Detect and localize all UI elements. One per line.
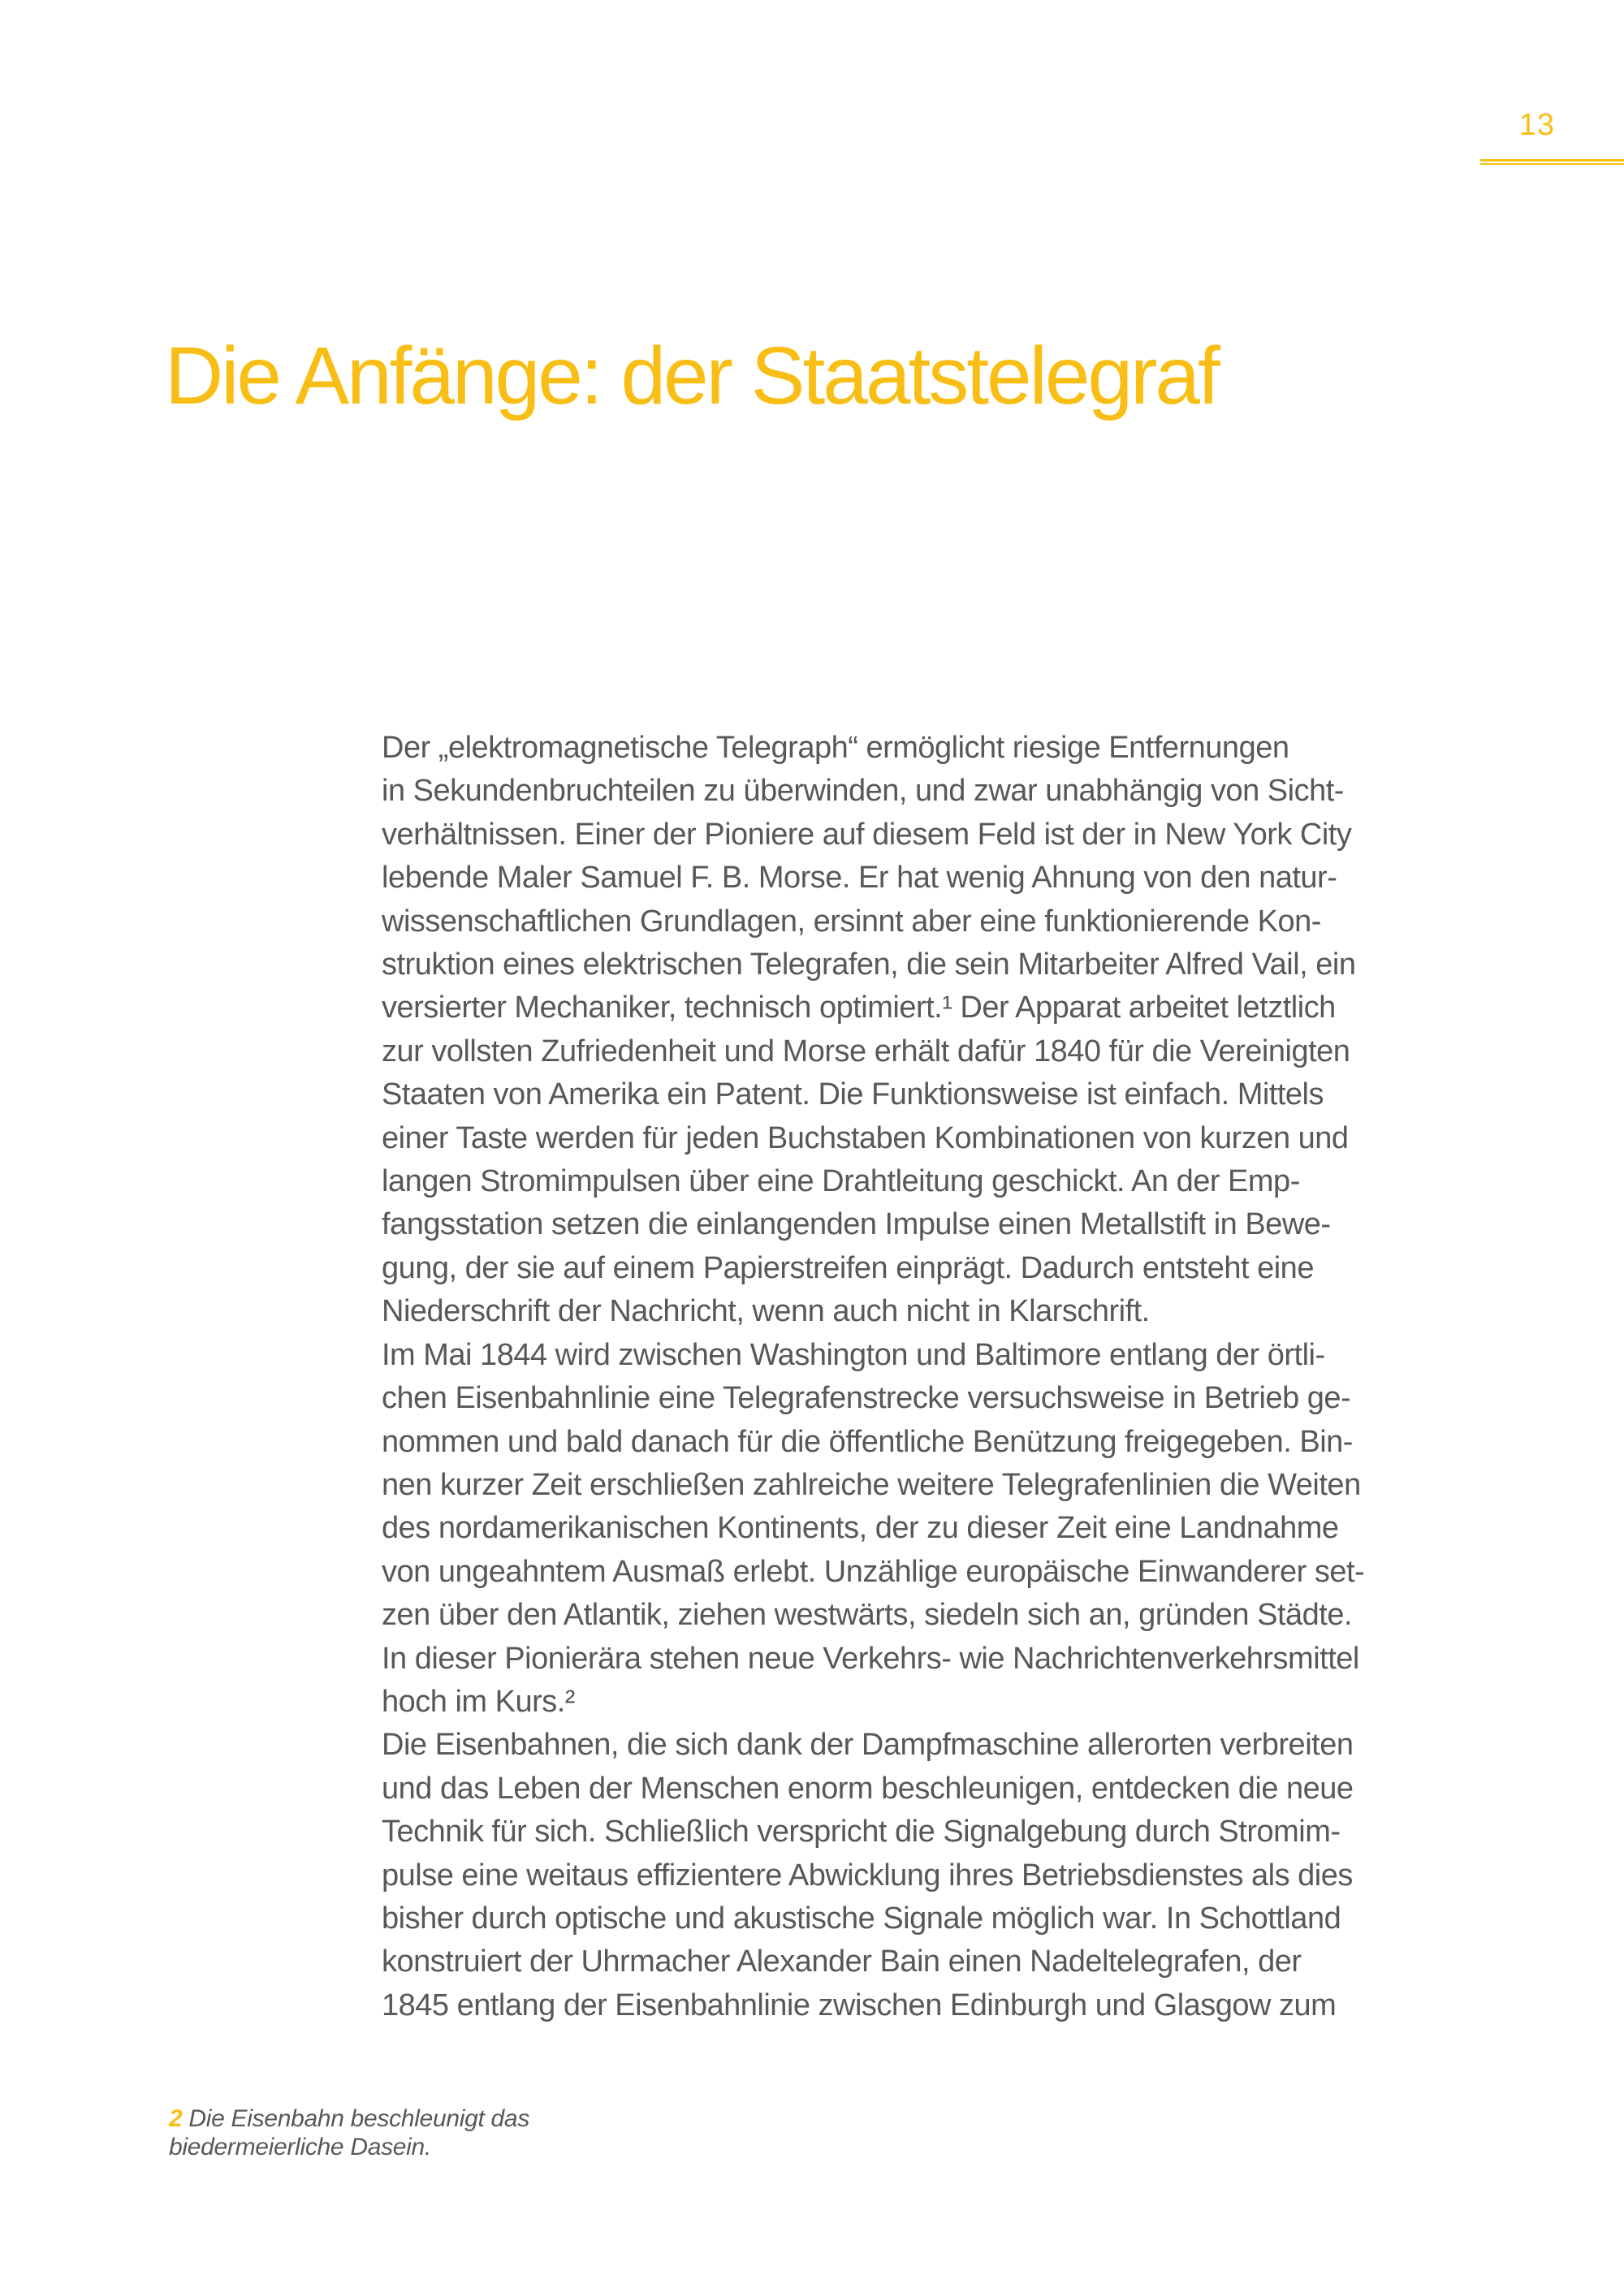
body-line: zur vollsten Zufriedenheit und Morse erhält dafür 1840 für die Vereinigten [382, 1034, 1350, 1068]
page-corner-rule [1480, 159, 1624, 165]
body-line: langen Stromimpulsen über eine Drahtleitung geschickt. An der Emp- [382, 1164, 1300, 1199]
body-line: wissenschaftlichen Grundlagen, ersinnt aber eine funktionierende Kon- [382, 904, 1321, 939]
body-line: versierter Mechaniker, technisch optimiert.¹ Der Apparat arbeitet letztlich [382, 991, 1336, 1025]
body-line: Im Mai 1844 wird zwischen Washington und Baltimore entlang der örtli- [382, 1337, 1325, 1372]
body-line: nen kurzer Zeit erschließen zahlreiche weitere Telegrafenlinien die Weiten [382, 1467, 1361, 1502]
body-text-column [382, 727, 1462, 2027]
body-line: bisher durch optische und akustische Signale möglich war. In Schottland [382, 1901, 1341, 1936]
body-line: Die Eisenbahnen, die sich dank der Dampfmaschine allerorten verbreiten [382, 1728, 1354, 1763]
body-line: zen über den Atlantik, ziehen westwärts, siedeln sich an, gründen Städte. [382, 1598, 1353, 1633]
body-line: hoch im Kurs.² [382, 1684, 575, 1719]
body-line: Staaten von Amerika ein Patent. Die Funktionsweise ist einfach. Mittels [382, 1077, 1324, 1112]
body-line: pulse eine weitaus effizientere Abwicklung ihres Betriebsdienstes als dies [382, 1858, 1353, 1893]
body-line: fangsstation setzen die einlangenden Impulse einen Metallstift in Bewe- [382, 1207, 1331, 1242]
body-line: von ungeahntem Ausmaß erlebt. Unzählige europäische Einwanderer set- [382, 1554, 1365, 1589]
body-line: in Sekundenbruchteilen zu überwinden, und zwar unabhängig von Sicht- [382, 774, 1344, 809]
body-line: 1845 entlang der Eisenbahnlinie zwischen Edinburgh und Glasgow zum [382, 1988, 1337, 2022]
body-line: Der „elektromagnetische Telegraph“ ermöglicht riesige Entfernungen [382, 731, 1289, 765]
body-line: gung, der sie auf einem Papierstreifen einprägt. Dadurch entsteht eine [382, 1250, 1314, 1285]
body-line: einer Taste werden für jeden Buchstaben Kombinationen von kurzen und [382, 1120, 1349, 1155]
body-line: nommen und bald danach für die öffentliche Benützung freigegeben. Bin- [382, 1424, 1353, 1459]
body-line: lebende Maler Samuel F. B. Morse. Er hat wenig Ahnung von den natur- [382, 861, 1337, 896]
footnote-number: 2 [169, 2105, 183, 2132]
body-line: verhältnissen. Einer der Pioniere auf diesem Feld ist der in New York City [382, 817, 1352, 852]
footnote-line-2: biedermeierliche Dasein. [169, 2134, 431, 2160]
body-line: Niederschrift der Nachricht, wenn auch nicht in Klarschrift. [382, 1294, 1150, 1329]
body-line: und das Leben der Menschen enorm beschleunigen, entdecken die neue [382, 1771, 1354, 1806]
body-line: struktion eines elektrischen Telegrafen, die sein Mitarbeiter Alfred Vail, ein [382, 947, 1356, 982]
chapter-title: Die Anfänge: der Staatstelegraf [165, 330, 1218, 421]
image-caption-footnote [169, 2104, 529, 2161]
footnote-line-1: Die Eisenbahn beschleunigt das [188, 2105, 530, 2132]
body-line: des nordamerikanischen Kontinents, der zu dieser Zeit eine Landnahme [382, 1511, 1339, 1546]
body-line: In dieser Pionierära stehen neue Verkehrs- wie Nachrichtenverkehrsmittel [382, 1641, 1359, 1676]
body-line: konstruiert der Uhrmacher Alexander Bain einen Nadeltelegrafen, der [382, 1945, 1302, 1979]
body-line: chen Eisenbahnlinie eine Telegrafenstrecke versuchsweise in Betrieb ge- [382, 1381, 1351, 1416]
page-number: 13 [1518, 108, 1555, 142]
body-line: Technik für sich. Schließlich verspricht die Signalgebung durch Stromim- [382, 1815, 1341, 1850]
